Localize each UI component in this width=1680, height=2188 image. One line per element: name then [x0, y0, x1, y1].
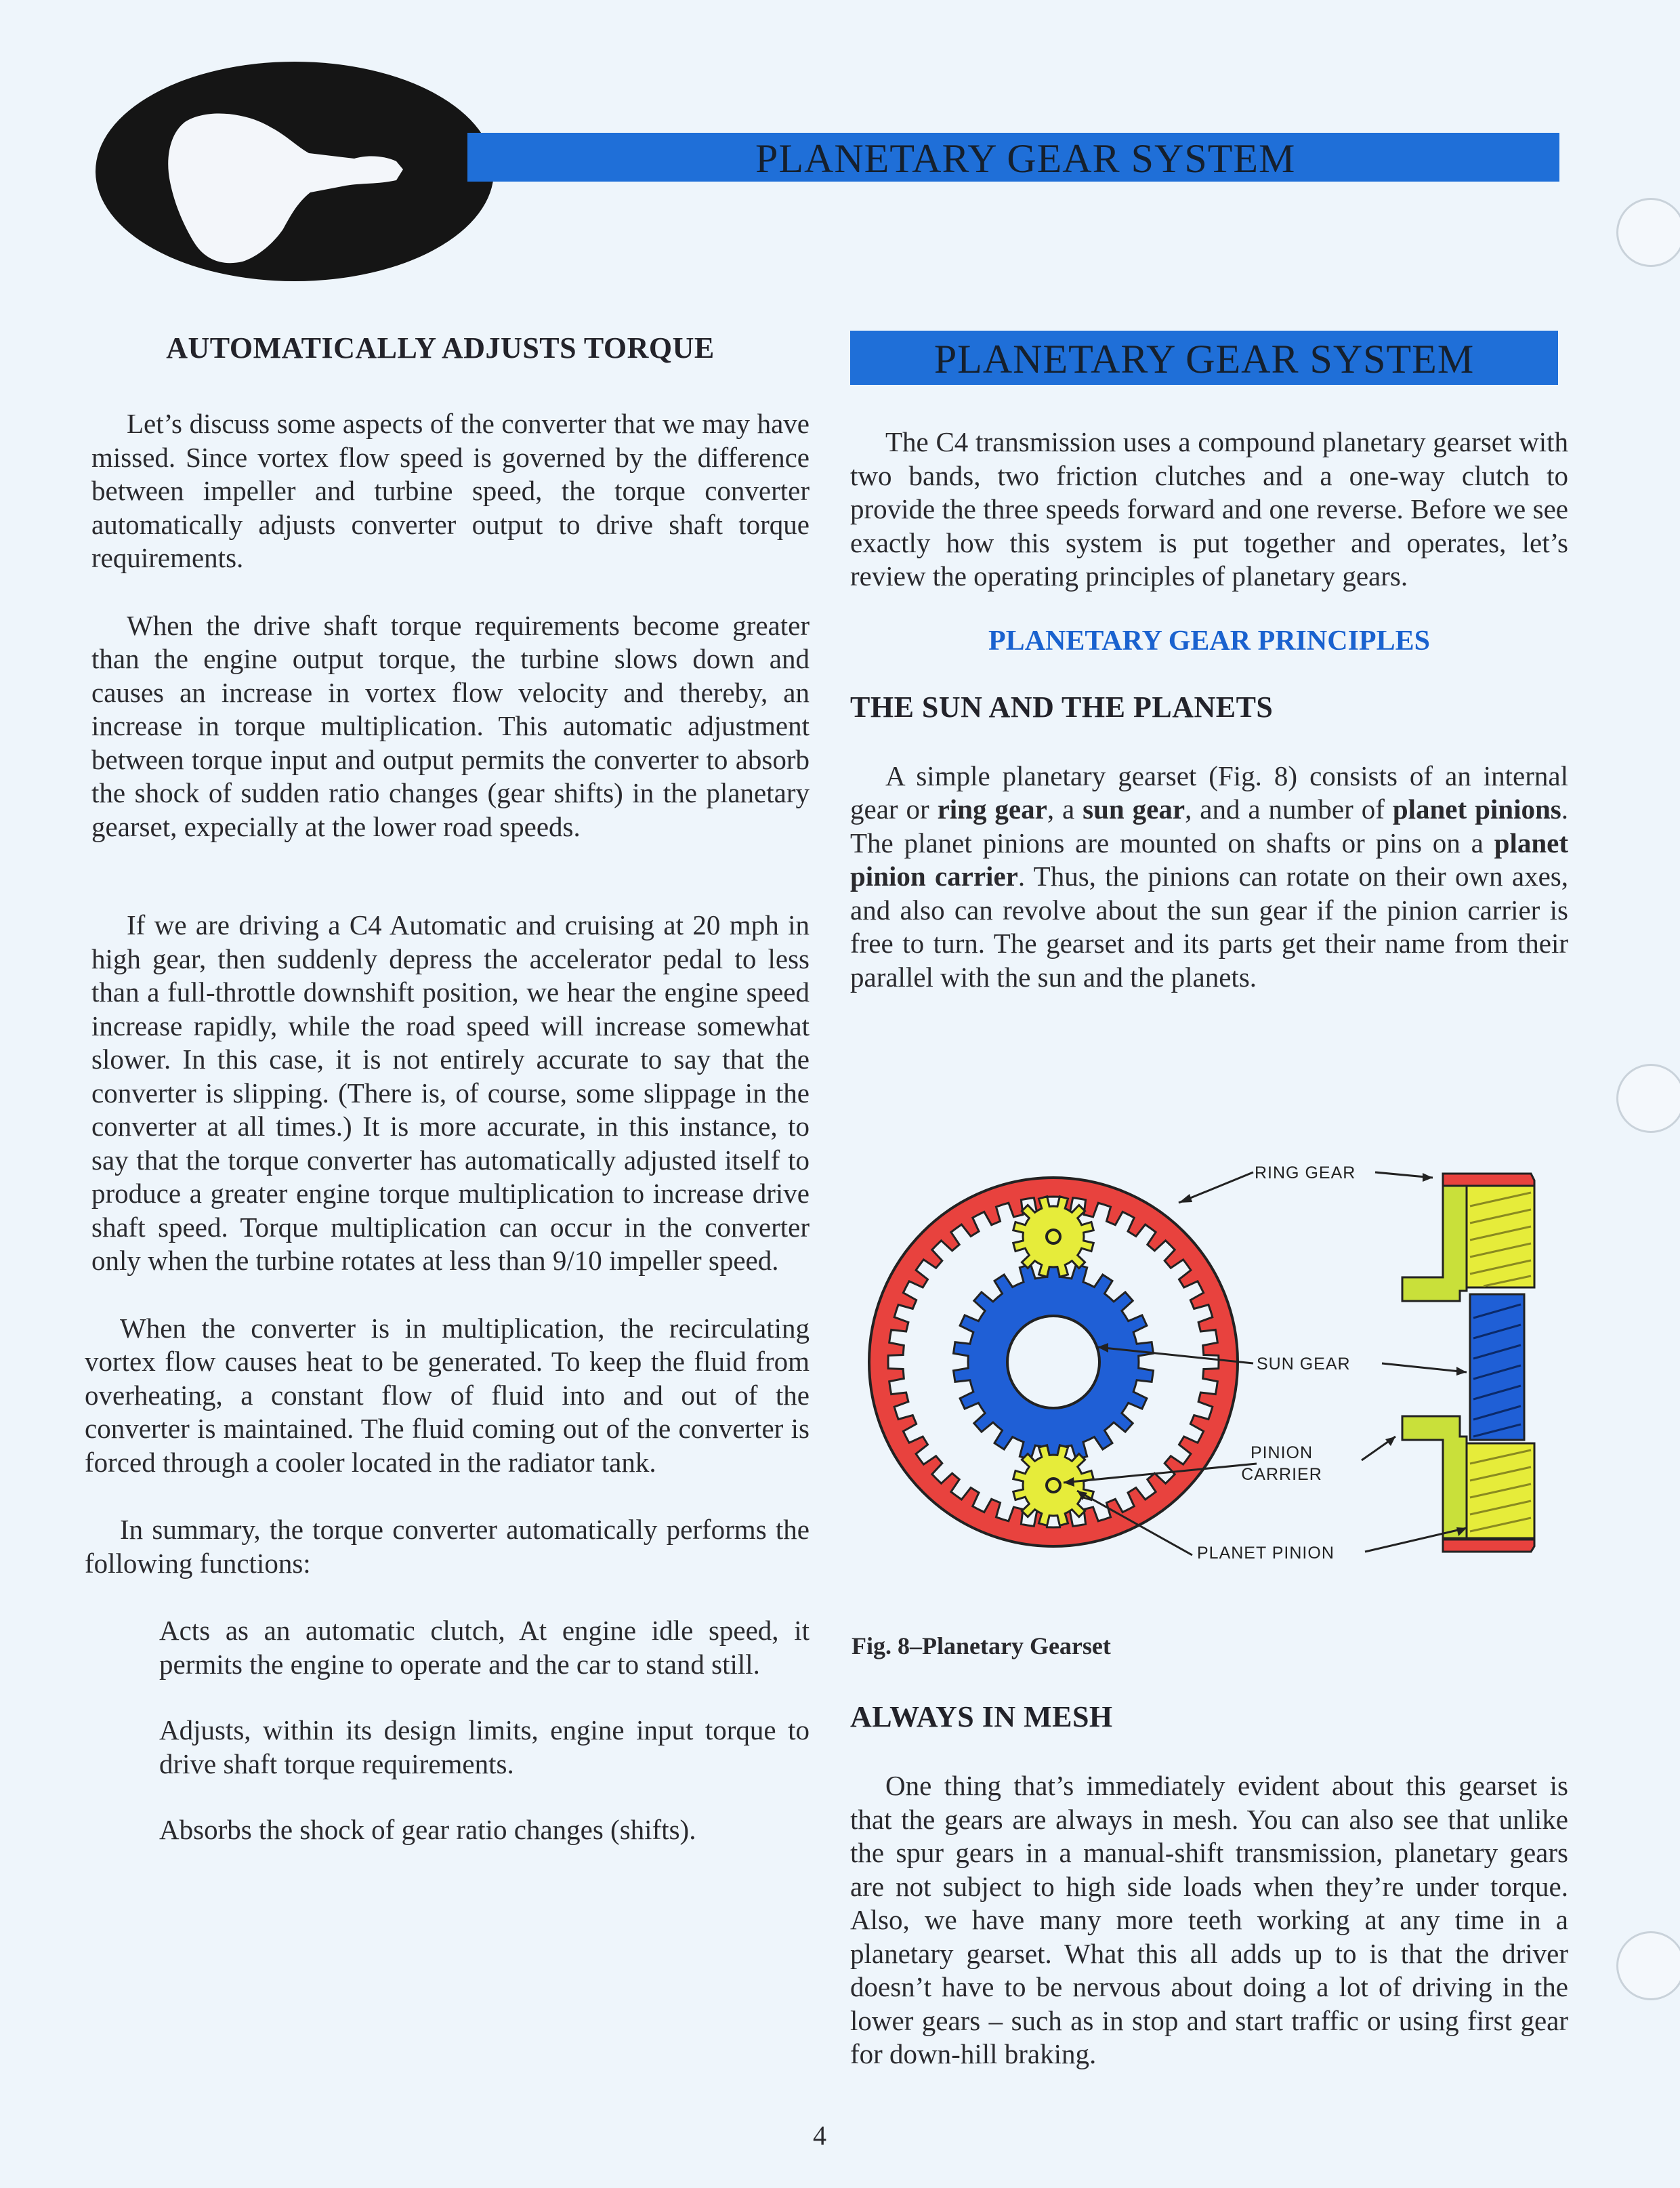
paragraph: The C4 transmission uses a compound planetary gearset with two bands, two friction clutches and a one-way clutch to provide the three speeds forward and one reverse. Before we see exactly how this system is put together and operates, let’s review the operating principles of planetary gears. — [850, 426, 1568, 592]
term-sun-gear: sun gear — [1083, 793, 1185, 825]
paragraph: If we are driving a C4 Automatic and cruising at 20 mph in high gear, then suddenly depress the accelerator pedal to less than a full-throttle downshift position, we hear the engine speed increase rapidly, while the road speed will increase somewhat slower. In this case, it is not entirely accurate to say that the converter is slipping. (There is, of course, some slippage in the converter at all times.) It is more accurate, in this instance, to say that the torque converter has automatically adjusted itself to produce a greater engine torque multiplication to increase drive shaft speed. Torque multiplication can occur in the converter only when the turbine rotates at less than 9/10 impeller speed. — [91, 909, 810, 1276]
list-item: Adjusts, within its design limits, engine input torque to drive shaft torque requirements. — [159, 1714, 810, 1779]
paragraph: When the converter is in multiplication, the recirculating vortex flow causes heat to be generated. To keep the fluid from overheating, a constant flow of fluid into and out of the converter is maintained. The fluid coming out of the converter is forced through a cooler located in the radiator tank. — [85, 1312, 810, 1478]
term-planet-pinion-carrier: planet pinion carrier — [850, 827, 1568, 892]
paragraph: When the drive shaft torque requirements become greater than the engine output torque, the turbine slows down and causes an increase in vortex flow velocity and thereby, an increase in torque multiplication. This automatic adjustment between torque input and output permits the converter to absorb the shock of sudden ratio changes (gear shifts) in the planetary gearset, expecially at the lower road speeds. — [91, 609, 810, 842]
section-heading-sun-planets: THE SUN AND THE PLANETS — [850, 690, 1274, 724]
label-planet-pinion: PLANET PINION — [1197, 1544, 1335, 1563]
section-title-bar — [850, 331, 1558, 385]
right-column — [850, 331, 1568, 994]
text-run: A simple planetary gearset (Fig. 8) consists of an internal gear or — [850, 760, 1568, 825]
page-number: 4 — [813, 2120, 826, 2151]
paragraph-planetary — [850, 760, 1568, 995]
label-sun-gear: SUN GEAR — [1257, 1355, 1351, 1374]
term-ring-gear: ring gear — [937, 793, 1047, 825]
label-pinion-carrier-2: CARRIER — [1241, 1465, 1322, 1484]
label-pinion-carrier-1: PINION — [1250, 1443, 1314, 1462]
header-logo-oval — [93, 60, 497, 283]
subheading-principles: PLANETARY GEAR PRINCIPLES — [988, 625, 1430, 657]
page-header-title: PLANETARY GEAR SYSTEM — [755, 136, 1296, 181]
planet-pinion-top — [1013, 1197, 1094, 1277]
planetary-gearset-diagram — [860, 1152, 1565, 1599]
section-title: PLANETARY GEAR SYSTEM — [933, 337, 1475, 381]
figure-caption: Fig. 8–Planetary Gearset — [852, 1632, 1111, 1659]
punch-hole-top — [1616, 198, 1680, 267]
text-run: , and a number of — [1185, 793, 1393, 825]
punch-hole-middle — [1616, 1064, 1680, 1133]
paragraph: Let’s discuss some aspects of the converter that we may have missed. Since vortex flow speed is governed by the difference between impeller and turbine speed, the torque converter automatically adjusts converter output to drive shaft torque requirements. — [91, 408, 810, 573]
left-column — [85, 331, 810, 1847]
term-planet-pinions: planet pinions — [1392, 793, 1561, 825]
list-item: Absorbs the shock of gear ratio changes (shifts). — [159, 1814, 696, 1845]
section-heading-torque: AUTOMATICALLY ADJUSTS TORQUE — [166, 331, 715, 365]
paragraph: One thing that’s immediately evident about this gearset is that the gears are always in mesh. You can also see that unlike the spur gears in a manual-shift transmission, planetary gears are not subject to high side loads when they’re under torque. Also, we have many more teeth working at any time in a planetary gearset. What this all adds up to is that the driver doesn’t have to be nervous about doing a lot of driving in the lower gears – such as in stop and start traffic or using first gear for down-hill braking. — [850, 1770, 1568, 2069]
section-heading-mesh: ALWAYS IN MESH — [850, 1700, 1113, 1733]
text-run: , a — [1047, 793, 1083, 825]
punch-hole-bottom — [1616, 1931, 1680, 2000]
label-ring-gear: RING GEAR — [1255, 1163, 1356, 1182]
text-run: . The planet pinions are mounted on shafts or pins on a — [850, 793, 1568, 859]
paragraph: In summary, the torque converter automatically performs the following functions: — [85, 1514, 810, 1579]
right-column-lower — [850, 1699, 1568, 2071]
list-item: Acts as an automatic clutch, At engine idle speed, it permits the engine to operate and the car to stand still. — [159, 1615, 810, 1680]
planet-pinion-bottom — [1013, 1445, 1094, 1526]
text-run: . Thus, the pinions can rotate on their own axes, and also can revolve about the sun gear if the pinion carrier is free to turn. The gearset and its parts get their name from their parallel with the sun and the planets. — [850, 861, 1569, 993]
gearset-side-view — [1402, 1174, 1534, 1552]
